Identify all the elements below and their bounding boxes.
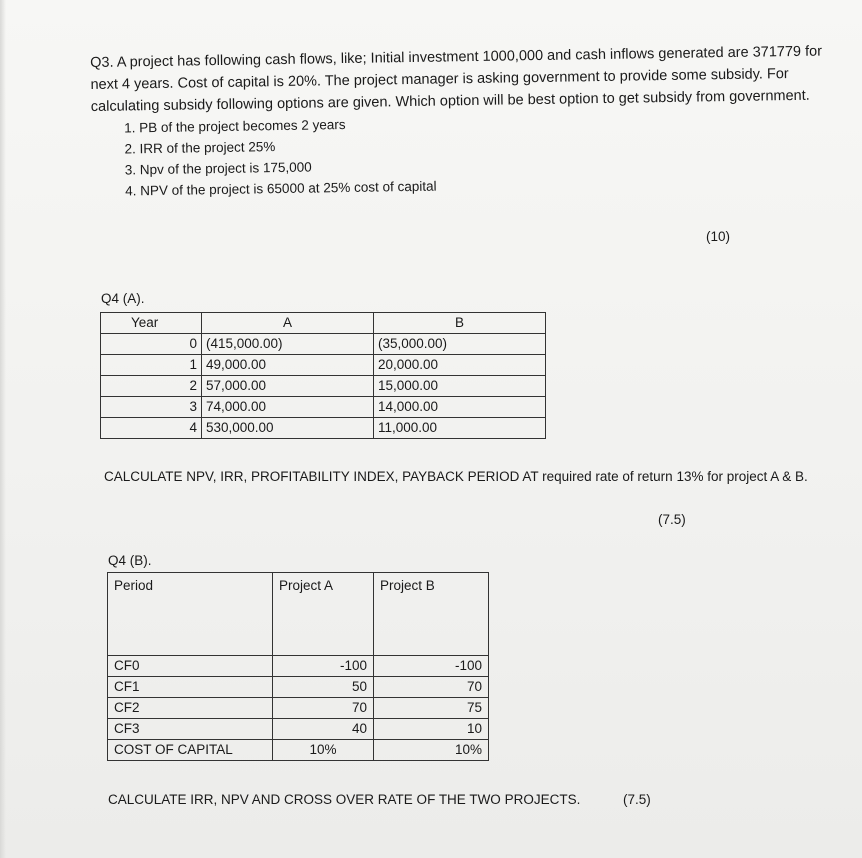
option-3: 3. Npv of the project is 175,000 [140, 148, 827, 180]
a-cell: 74,000.00 [202, 397, 374, 418]
table-row [101, 355, 546, 376]
period-cell: CF0 [108, 656, 273, 677]
b-cell: 14,000.00 [374, 397, 546, 418]
project-b-cell: 75 [374, 698, 489, 719]
table-header-row [108, 573, 489, 656]
table-row [108, 656, 489, 677]
header-project-b: Project B [374, 573, 489, 656]
b-cell: (35,000.00) [374, 334, 546, 355]
project-b-cell: -100 [374, 656, 489, 677]
period-cell: CF1 [108, 677, 273, 698]
project-b-cell: 70 [374, 677, 489, 698]
year-cell: 3 [101, 397, 202, 418]
question-4a-marks: (7.5) [658, 512, 686, 527]
table-row [101, 376, 546, 397]
header-period: Period [108, 573, 273, 656]
a-cell: 57,000.00 [202, 376, 374, 397]
option-2: 2. IRR of the project 25% [139, 127, 826, 159]
period-cell: COST OF CAPITAL [108, 740, 273, 761]
period-cell: CF3 [108, 719, 273, 740]
option-4: 4. NPV of the project is 65000 at 25% cost of capital [140, 169, 827, 201]
project-a-cell: -100 [273, 656, 374, 677]
question-3-options [91, 106, 827, 202]
project-a-cell: 50 [273, 677, 374, 698]
header-year: Year [101, 313, 202, 334]
project-b-cell: 10 [374, 719, 489, 740]
table-row [108, 698, 489, 719]
year-cell: 1 [101, 355, 202, 376]
table-row [108, 677, 489, 698]
header-b: B [374, 313, 546, 334]
header-a: A [202, 313, 374, 334]
question-3 [90, 40, 827, 202]
project-a-cell: 70 [273, 698, 374, 719]
question-4a-title: Q4 (A). [101, 291, 145, 306]
period-cell: CF2 [108, 698, 273, 719]
a-cell: (415,000.00) [202, 334, 374, 355]
header-project-a: Project A [273, 573, 374, 656]
year-cell: 0 [101, 334, 202, 355]
project-b-cell: 10% [374, 740, 489, 761]
year-cell: 2 [101, 376, 202, 397]
option-1: 1. PB of the project becomes 2 years [139, 106, 826, 138]
table-header-row [101, 313, 546, 334]
page-edge-shadow [0, 0, 6, 858]
a-cell: 49,000.00 [202, 355, 374, 376]
table-row [101, 334, 546, 355]
table-row [101, 418, 546, 439]
table-row [108, 719, 489, 740]
question-3-text: Q3. A project has following cash flows, like; Initial investment 1000,000 and cash inflows generated are 371779 for next 4 years. Cost of capital is 20%. The project manager is asking government to provide some subsidy. For calculating subsidy following options are given. Which option will be best option to get subsidy from government. [90, 43, 823, 115]
question-4b-instruction: CALCULATE IRR, NPV AND CROSS OVER RATE OF THE TWO PROJECTS. [108, 792, 581, 807]
table-row [108, 740, 489, 761]
b-cell: 11,000.00 [374, 418, 546, 439]
project-a-cell: 10% [273, 740, 374, 761]
question-4b-marks: (7.5) [623, 792, 651, 807]
question-4a-table [100, 312, 546, 439]
b-cell: 20,000.00 [374, 355, 546, 376]
a-cell: 530,000.00 [202, 418, 374, 439]
project-a-cell: 40 [273, 719, 374, 740]
question-3-marks: (10) [706, 229, 731, 244]
b-cell: 15,000.00 [374, 376, 546, 397]
question-4a-instruction: CALCULATE NPV, IRR, PROFITABILITY INDEX, PAYBACK PERIOD AT required rate of return 13% for project A & B. [104, 469, 808, 484]
question-4b-title: Q4 (B). [108, 553, 152, 568]
table-row [101, 397, 546, 418]
question-4b-table [107, 572, 489, 761]
year-cell: 4 [101, 418, 202, 439]
